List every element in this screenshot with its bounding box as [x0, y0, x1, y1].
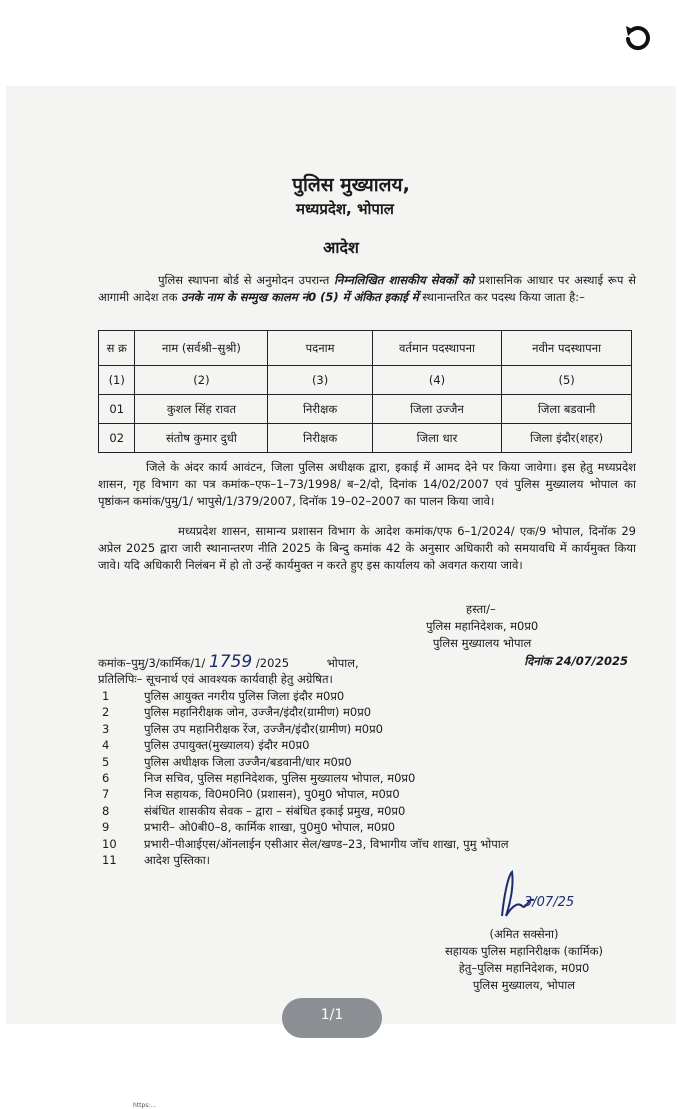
- row2-name: संतोष कुमार दुधी: [135, 424, 268, 453]
- header-new-posting: नवीन पदस्थापना: [502, 331, 632, 366]
- list-item: [98, 836, 658, 852]
- order-paragraph-3: मध्यप्रदेश शासन, सामान्य प्रशासन विभाग के आदेश कमांक/एफ 6–1/2024/ एक/9 भोपाल, दिनॉक 29 अप्रेल 2025 द्वारा जारी स्थानान्तरण नीति 2025 के बिन्दु कमांक 42 के अनुसार अधिकारी को समयावधि में कार्यमुक्त किया जावे। यदि अधिकारी निलंबन में हो तो उन्हें कार्यमुक्त न करते हुए इस कार्यालय को अवगत कराया जावे।: [98, 524, 636, 572]
- list-item: [98, 737, 658, 753]
- list-item-number: 7: [102, 787, 110, 802]
- signatory-on-behalf: हेतु–पुलिस महानिदेशक, म0प्र0: [458, 961, 590, 975]
- list-item: [98, 803, 658, 819]
- header-serial: स क्र: [99, 331, 135, 366]
- list-item: [98, 770, 658, 786]
- list-item-number: 9: [102, 820, 110, 835]
- signature-text: 3/07/25: [524, 895, 575, 910]
- page-indicator[interactable]: 1/1: [282, 998, 382, 1038]
- table-header-row: [99, 331, 632, 366]
- signature-block-2: [414, 926, 634, 994]
- list-item-text: पुलिस अधीक्षक जिला उज्जैन/बडवानी/धार म0प्र0: [144, 754, 352, 769]
- footer-url: https:...: [133, 1102, 157, 1109]
- row2-designation: निरीक्षक: [268, 424, 372, 453]
- header-designation: पदनाम: [268, 331, 372, 366]
- list-item-number: 8: [102, 803, 110, 818]
- row1-new: जिला बडवानी: [502, 395, 632, 424]
- refresh-back-icon[interactable]: [618, 20, 656, 58]
- row1-designation: निरीक्षक: [268, 395, 372, 424]
- colnum-4: (4): [372, 366, 502, 395]
- list-item-text: प्रभारी– ओ0बी0–8, कार्मिक शाखा, पु0मु0 भोपाल, म0प्र0: [144, 820, 396, 835]
- reference-line: [98, 652, 638, 672]
- list-item-number: 1: [102, 689, 110, 703]
- sign1-designation: पुलिस महानिदेशक, म0प्र0: [426, 619, 539, 633]
- list-item-number: 3: [102, 721, 110, 736]
- letterhead: [6, 171, 676, 219]
- list-item-text: पुलिस आयुक्त नगरीय पुलिस जिला इंदौर म0प्र0: [144, 689, 345, 703]
- list-item-text: आदेश पुस्तिका।: [144, 852, 211, 867]
- row1-serial: 01: [99, 395, 135, 424]
- colnum-2: (2): [135, 366, 268, 395]
- row2-new: जिला इंदौर(शहर): [502, 424, 632, 453]
- order-paragraph-2: जिले के अंदर कार्य आवंटन, जिला पुलिस अधीक्षक द्वारा, इकाई में आमद देने पर किया जावेगा। इस हेतु मध्यप्रदेश शासन, गृह विभाग का पत्र कमांक–एफ–1–73/1998/ ब–2/दो, दिनांक 14/02/2007 एवं पुलिस मुख्यालय भोपाल का पृष्ठांकन कमांक/पुमु/1/ भापुसे/1/379/2007, दिनॉक 19–02–2007 का पालन किया जावे।: [98, 460, 636, 508]
- list-item-number: 4: [102, 738, 110, 753]
- list-item: [98, 704, 658, 720]
- list-item-text: संबंधित शासकीय सेवक – द्वारा – संबंधित इकाई प्रमुख, म0प्र0: [144, 803, 406, 818]
- list-item-text: प्रभारी–पीआईएस/ऑनलाईन एसीआर सेल/खण्ड–23, विभागीय जॉच शाखा, पुमु भोपाल: [144, 836, 509, 851]
- distribution-list: [98, 688, 658, 868]
- table-colnum-row: [99, 366, 632, 395]
- list-item-text: निज सहायक, वि0म0नि0 (प्रशासन), पु0मु0 भोपाल, म0प्र0: [144, 787, 400, 802]
- list-item-text: पुलिस उपायुक्त(मुख्यालय) इंदौर म0प्र0: [144, 738, 310, 753]
- colnum-3: (3): [268, 366, 372, 395]
- list-item-number: 11: [102, 852, 117, 867]
- p1-text-b: निम्नलिखित शासकीय सेवकों को: [334, 273, 474, 287]
- list-item-text: पुलिस उप महानिरीक्षक रेंज, उज्जैन/इंदौर(ग्रामीण) म0प्र0: [144, 721, 383, 736]
- ref-place: भोपाल,: [326, 656, 359, 670]
- signatory-office: पुलिस मुख्यालय, भोपाल: [472, 978, 576, 992]
- list-item: [98, 786, 658, 802]
- letterhead-line2: मध्यप्रदेश, भोपाल: [296, 200, 394, 218]
- list-item-text: निज सचिव, पुलिस महानिदेशक, पुलिस मुख्यालय भोपाल, म0प्र0: [144, 770, 416, 785]
- handwritten-signature-icon: [482, 866, 582, 926]
- ref-date: दिनांक 24/07/2025: [524, 654, 628, 668]
- sign1-office: पुलिस मुख्यालय भोपाल: [432, 636, 532, 650]
- ref-suffix: /2025: [252, 656, 290, 670]
- row1-current: जिला उज्जैन: [372, 395, 502, 424]
- row1-name: कुशल सिंह रावत: [135, 395, 268, 424]
- table-row: [99, 424, 632, 453]
- list-item-number: 5: [102, 754, 110, 769]
- signed-mark: हस्ता/–: [466, 602, 496, 616]
- signatory-designation: सहायक पुलिस महानिरीक्षक (कार्मिक): [445, 944, 603, 958]
- row2-current: जिला धार: [372, 424, 502, 453]
- list-item-number: 2: [102, 705, 110, 720]
- table-row: [99, 395, 632, 424]
- p1-text-c: प्रशासनिक आधार पर अस्थाई रूप से आगामी आदेश तक: [98, 273, 636, 304]
- document-page: [6, 86, 676, 1109]
- row2-serial: 02: [99, 424, 135, 453]
- order-title: आदेश: [323, 238, 359, 257]
- viewer-toolbar: [0, 0, 682, 86]
- list-item-number: 10: [102, 836, 117, 851]
- list-item: [98, 754, 658, 770]
- p1-text-e: स्थानान्तरित कर पदस्थ किया जाता है:–: [418, 290, 585, 304]
- copy-to-line: प्रतिलिपिः– सूचनार्थ एवं आवश्यक कार्यवाही हेतु अग्रेषित।: [98, 672, 333, 686]
- letterhead-line1: पुलिस मुख्यालय,: [292, 174, 410, 196]
- p1-text-a: पुलिस स्थापना बोर्ड से अनुमोदन उपरान्त: [158, 273, 335, 287]
- list-item-number: 6: [102, 770, 110, 785]
- p1-text-d: उनके नाम के सम्मुख कालम नं0 (5) में अंकित इकाई में: [181, 290, 419, 304]
- header-name: नाम (सर्वश्री–सुश्री): [135, 331, 268, 366]
- order-paragraph-1: [98, 272, 636, 306]
- list-item: [98, 819, 658, 835]
- list-item: [98, 721, 658, 737]
- signature-block-1: [426, 601, 538, 652]
- list-item: [98, 688, 658, 704]
- colnum-5: (5): [502, 366, 632, 395]
- ref-prefix: कमांक–पुमु/3/कार्मिक/1/: [98, 656, 209, 670]
- signatory-name: (अमित सक्सेना): [489, 927, 559, 941]
- list-item-text: पुलिस महानिरीक्षक जोन, उज्जैन/इंदौर(ग्रामीण) म0प्र0: [144, 705, 372, 720]
- transfer-table: [98, 330, 632, 453]
- header-current-posting: वर्तमान पदस्थापना: [372, 331, 502, 366]
- ref-number: 1759: [208, 652, 253, 672]
- colnum-1: (1): [99, 366, 135, 395]
